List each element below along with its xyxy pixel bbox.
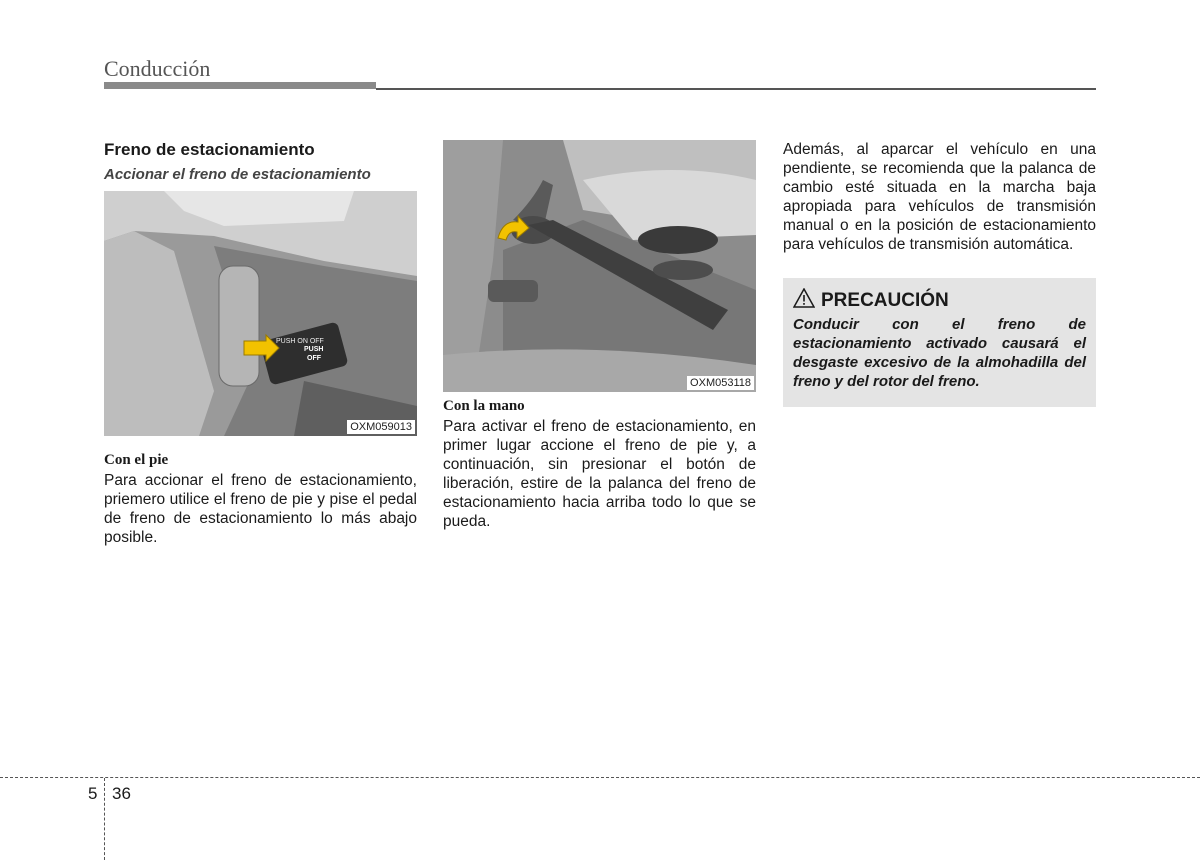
caution-title: PRECAUCIÓN	[821, 289, 949, 311]
subhead-foot: Con el pie	[104, 452, 169, 468]
chapter-number: 5	[88, 784, 98, 803]
paragraph-slope: Además, al aparcar el vehículo en una pendiente, se recomienda que la palanca de cambio esté situada en la marcha baja apropiada para vehículos de transmisión manual o en la posición de estacionamiento para vehículos de transmisión automática.	[783, 141, 1096, 253]
section-subtitle: Accionar el freno de estacionamiento	[104, 166, 371, 183]
push-label-left: PUSH ON OFF	[276, 338, 324, 345]
image-code: OXM053118	[687, 376, 754, 390]
footer-dashed-divider	[104, 778, 105, 860]
off-label: OFF	[307, 355, 321, 362]
warning-triangle-icon	[793, 288, 815, 313]
page-header-title: Conducción	[104, 56, 211, 81]
image-code: OXM059013	[347, 420, 415, 434]
column-left	[104, 140, 417, 547]
caution-body: Conducir con el freno de estacionamiento activado causará el desgaste excesivo de la almohadilla del freno y del rotor del freno.	[793, 316, 1086, 390]
footer-dashed-rule	[0, 777, 1200, 778]
hand-brake-photo	[443, 140, 756, 392]
paragraph-hand: Para activar el freno de estacionamiento, en primer lugar accione el freno de pie y, a continuación, sin presionar el botón de liberación, estire de la palanca del freno de estacionamiento hacia arriba todo lo que se pueda.	[443, 418, 756, 530]
subhead-hand: Con la mano	[443, 398, 525, 414]
foot-brake-photo	[104, 191, 417, 436]
section-title: Freno de estacionamiento	[104, 140, 315, 159]
header-rule-thick	[104, 82, 376, 89]
caution-box	[783, 278, 1096, 407]
page-number: 36	[112, 784, 131, 803]
column-middle	[443, 140, 756, 531]
paragraph-foot: Para accionar el freno de estacionamiento, priemero utilice el freno de pie y pise el pedal de freno de estacionamiento lo más abajo posible.	[104, 472, 417, 546]
header-rule-thin	[376, 88, 1096, 90]
hand-brake-illustration	[443, 140, 756, 392]
column-right	[783, 140, 1096, 407]
foot-brake-illustration	[104, 191, 417, 436]
push-label-right: PUSH	[304, 346, 324, 353]
